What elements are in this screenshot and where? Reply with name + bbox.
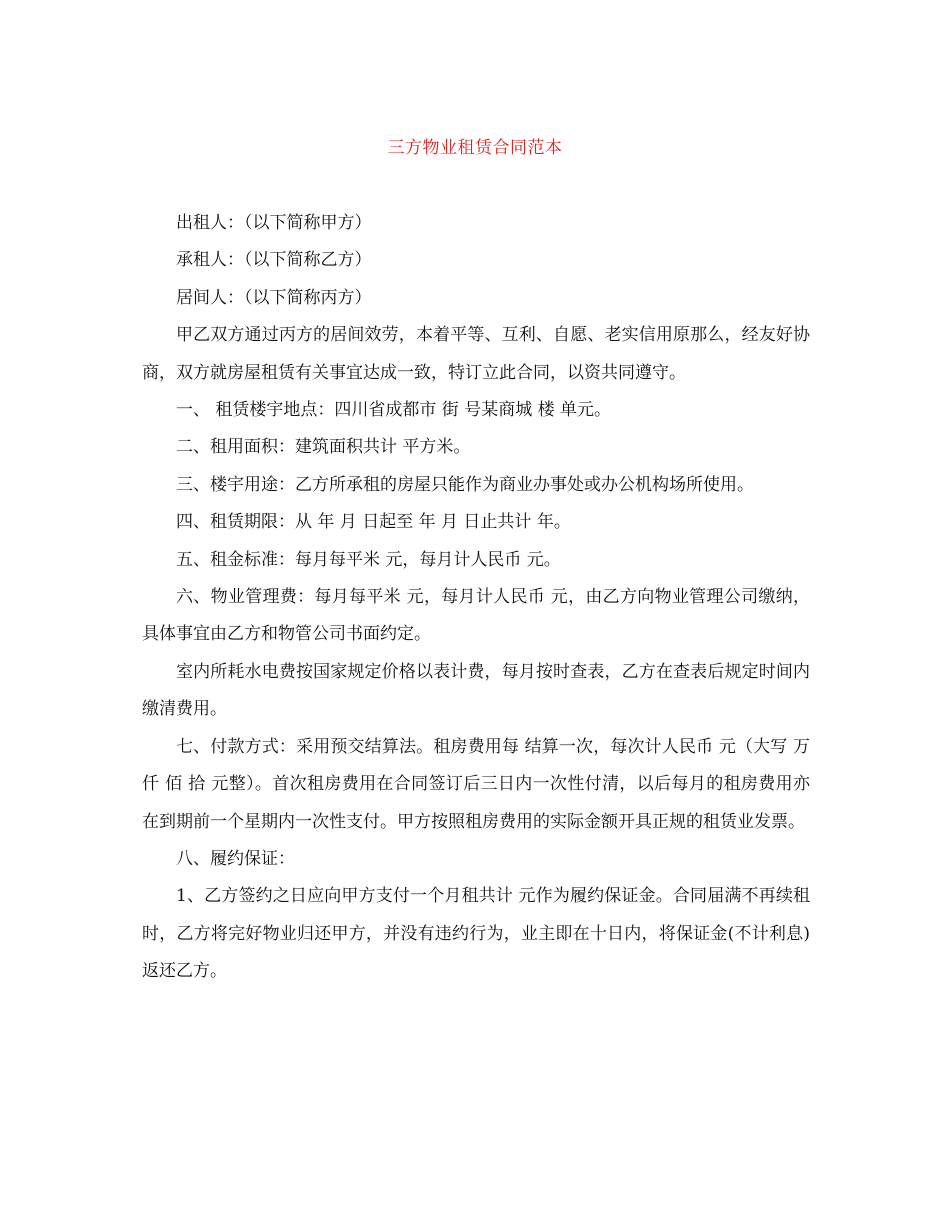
- paragraph-lessee: 承租人：（以下简称乙方）: [176, 250, 372, 271]
- paragraph-lessor: 出租人：（以下简称甲方）: [176, 213, 372, 233]
- clause-term: 四、租赁期限：从 年 月 日起至 年 月 日止共计 年。: [176, 512, 571, 533]
- clause-management-fee: 六、物业管理费：每月每平米 元，每月计人民币 元，由乙方向物业管理公司缴纳，具体事宜由乙方和物管公司书面约定。: [142, 587, 810, 645]
- clause-location: 一、 租赁楼宇地点：四川省成都市 街 号某商城 楼 单元。: [176, 400, 612, 421]
- clause-usage: 三、楼宇用途：乙方所承租的房屋只能作为商业办事处或办公机构场所使用。: [176, 474, 754, 495]
- paragraph-preamble: 甲乙双方通过丙方的居间效劳，本着平等、互利、自愿、老实信用原那么，经友好协商，双方就房屋租赁有关事宜达成一致，特订立此合同，以资共同遵守。: [142, 325, 810, 383]
- paragraph-deposit: 1、乙方签约之日应向甲方支付一个月租共计 元作为履约保证金。合同届满不再续租时，乙方将完好物业归还甲方，并没有违约行为，业主即在十日内，将保证金(不计利息)返还乙方。: [142, 886, 810, 982]
- paragraph-intermediary: 居间人：（以下简称丙方）: [176, 287, 372, 308]
- clause-guarantee: 八、履约保证：: [176, 848, 295, 869]
- clause-payment: 七、付款方式：采用预交结算法。租房费用每 结算一次，每次计人民币 元（大写 万 仟 佰 拾 元整）。首次租房费用在合同签订后三日内一次性付清，以后每月的租房费用亦在到期前一个星期内一次性支付。甲方按照租房费用的实际金额开具正规的租赁业发票。: [142, 736, 810, 832]
- clause-rent: 五、租金标准：每月每平米 元，每月计人民币 元。: [176, 549, 561, 570]
- paragraph-utilities: 室内所耗水电费按国家规定价格以表计费，每月按时查表，乙方在查表后规定时间内缴清费用。: [142, 661, 810, 720]
- document-title: 三方物业租赁合同范本: [387, 138, 563, 158]
- clause-area: 二、租用面积：建筑面积共计 平方米。: [176, 437, 471, 458]
- document-body: [142, 205, 810, 991]
